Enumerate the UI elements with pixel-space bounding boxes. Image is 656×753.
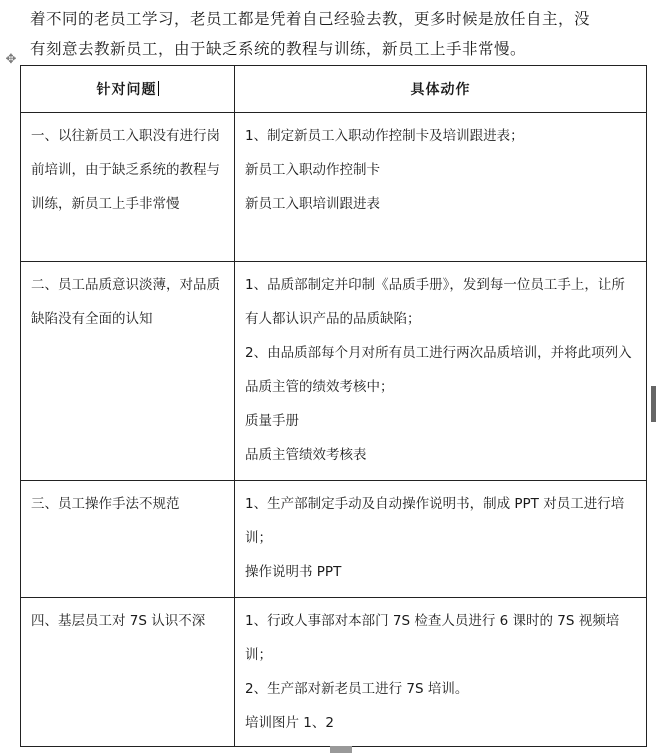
header-label: 具体动作 [410,82,471,98]
table-row [21,262,647,481]
table-header-row [21,66,647,113]
action-list [245,481,636,589]
action-item: 1、制定新员工入职动作控制卡及培训跟进表； [245,128,524,144]
intro-paragraph [30,4,650,64]
intro-line: 着不同的老员工学习，老员工都是凭着自己经验去教，更多时候是放任自主，没 [30,10,591,28]
problem-text: 一、以往新员工入职没有进行岗前培训，由于缺乏系统的教程与训练，新员工上手非常慢 [31,128,220,212]
action-item: 品质主管绩效考核表 [245,447,367,463]
action-cell[interactable] [235,262,647,481]
action-item: 1、品质部制定并印制《品质手册》，发到每一位员工手上，让所有人都认识产品的品质缺陷； [245,277,625,327]
problem-text: 四、基层员工对 7S 认识不深 [31,613,206,629]
table-move-handle-icon[interactable]: ✥ [5,52,17,67]
action-list [245,262,636,472]
action-cell[interactable] [235,113,647,262]
table-row [21,113,647,262]
action-item: 质量手册 [245,413,299,429]
problem-cell[interactable] [21,262,235,481]
action-list [245,113,636,221]
action-item: 新员工入职培训跟进表 [245,196,380,212]
action-item: 2、生产部对新老员工进行 7S 培训。 [245,681,469,697]
scrollbar-thumb[interactable] [651,386,656,422]
action-item: 1、生产部制定手动及自动操作说明书，制成 PPT 对员工进行培训； [245,496,625,546]
problem-cell[interactable] [21,481,235,598]
header-label: 针对问题 [96,82,157,98]
problem-text: 三、员工操作手法不规范 [31,496,180,512]
table-row [21,481,647,598]
table-row [21,598,647,747]
action-item: 2、由品质部每个月对所有员工进行两次品质培训，并将此项列入品质主管的绩效考核中； [245,345,632,395]
action-item: 培训图片 1、2 [245,715,334,731]
header-cell-action[interactable] [235,66,647,113]
intro-line: 有刻意去教新员工，由于缺乏系统的教程与训练，新员工上手非常慢。 [30,40,527,58]
page-scroll-marker [330,746,352,753]
action-list [245,598,636,740]
header-cell-problem[interactable] [21,66,235,113]
action-item: 1、行政人事部对本部门 7S 检查人员进行 6 课时的 7S 视频培训； [245,613,620,663]
text-caret [158,81,159,96]
action-cell[interactable] [235,598,647,747]
action-item: 操作说明书 PPT [245,564,342,580]
action-cell[interactable] [235,481,647,598]
problem-text: 二、员工品质意识淡薄，对品质缺陷没有全面的认知 [31,277,220,327]
problem-action-table [20,65,647,747]
problem-cell[interactable] [21,598,235,747]
action-item: 新员工入职动作控制卡 [245,162,380,178]
problem-cell[interactable] [21,113,235,262]
